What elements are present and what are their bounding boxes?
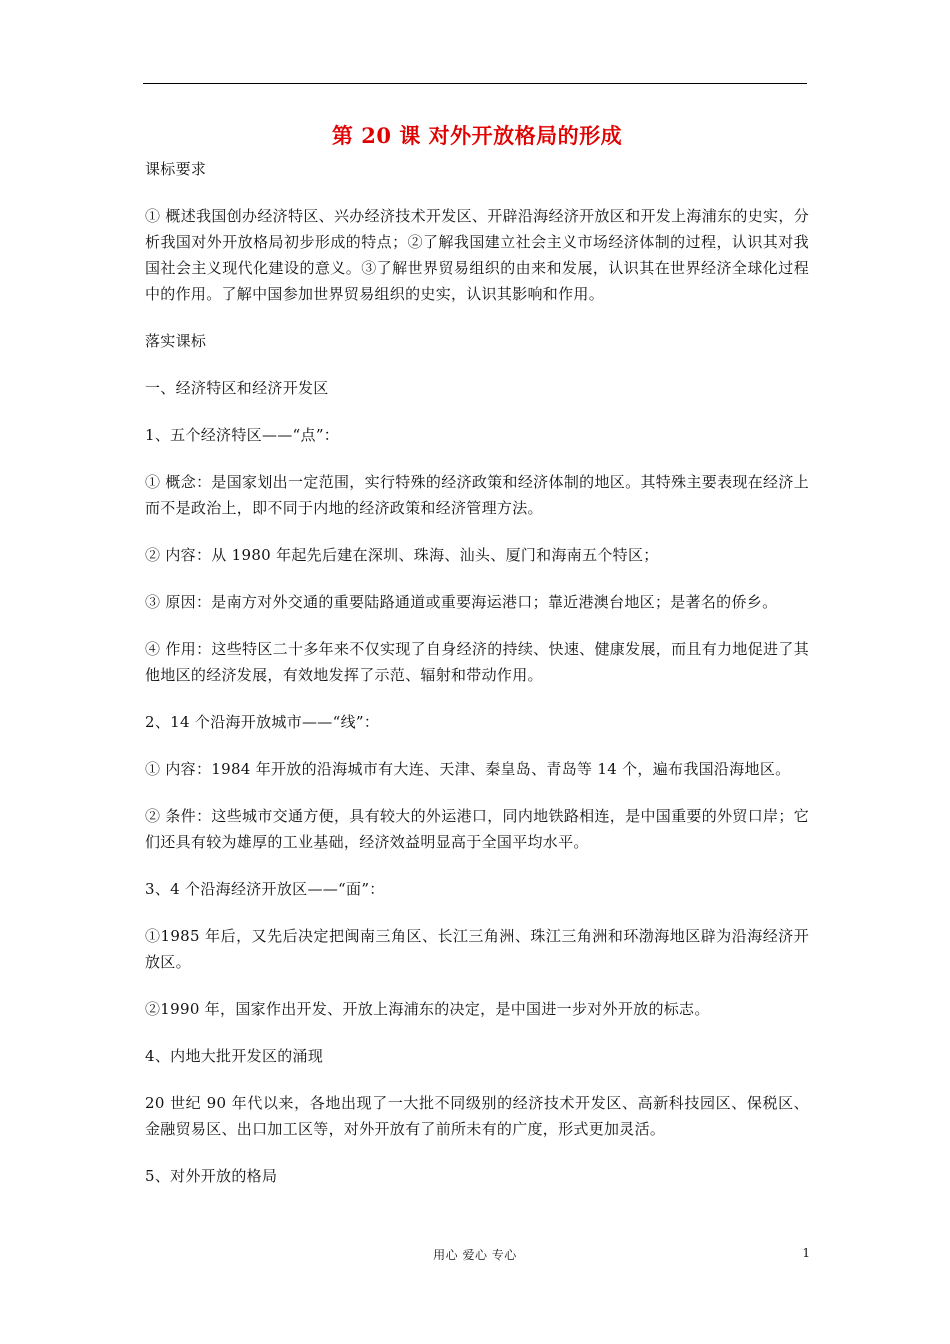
paragraph-inland-zones: 20 世纪 90 年代以来，各地出现了一大批不同级别的经济技术开发区、高新科技园区、保税区、金融贸易区、出口加工区等，对外开放有了前所未有的广度，形式更加灵活。 xyxy=(145,1094,809,1138)
heading-economic-zones: 一、经济特区和经济开发区 xyxy=(145,379,329,397)
document-title: 第 20 课 对外开放格局的形成 xyxy=(331,123,623,148)
footer-text: 用心 爱心 专心 xyxy=(433,1248,517,1262)
paragraph-curriculum-requirements: ① 概述我国创办经济特区、兴办经济技术开发区、开辟沿海经济开放区和开发上海浦东的史实，分析我国对外开放格局初步形成的特点；②了解我国建立社会主义市场经济体制的过程，认识其对我国社会主义现代化建设的意义。③了解世界贸易组织的由来和发展，认识其在世界经济全球化过程中的作用。了解中国参加世界贸易组织的史实，认识其影响和作用。 xyxy=(145,207,809,303)
paragraph-1990: ②1990 年，国家作出开发、开放上海浦东的决定，是中国进一步对外开放的标志。 xyxy=(145,1000,710,1018)
heading-coastal-cities: 2、14 个沿海开放城市——“线”： xyxy=(145,713,380,731)
paragraph-1985: ①1985 年后，又先后决定把闽南三角区、长江三角洲、珠江三角洲和环渤海地区辟为沿海经济开放区。 xyxy=(145,927,809,971)
heading-inland-zones: 4、内地大批开发区的涌现 xyxy=(145,1047,324,1065)
paragraph-cities-content: ① 内容：1984 年开放的沿海城市有大连、天津、秦皇岛、青岛等 14 个，遍布我国沿海地区。 xyxy=(145,760,791,778)
paragraph-content: ② 内容：从 1980 年起先后建在深圳、珠海、汕头、厦门和海南五个特区； xyxy=(145,546,659,564)
paragraph-role: ④ 作用：这些特区二十多年来不仅实现了自身经济的持续、快速、健康发展，而且有力地促进了其他地区的经济发展，有效地发挥了示范、辐射和带动作用。 xyxy=(145,640,809,684)
heading-coastal-open-areas: 3、4 个沿海经济开放区——“面”： xyxy=(145,880,385,898)
paragraph-concept: ① 概念：是国家划出一定范围，实行特殊的经济政策和经济体制的地区。其特殊主要表现在经济上而不是政治上，即不同于内地的经济政策和经济管理方法。 xyxy=(145,473,809,517)
document-body xyxy=(145,118,809,1210)
section-heading-implement-curriculum: 落实课标 xyxy=(145,332,207,350)
heading-opening-pattern: 5、对外开放的格局 xyxy=(145,1167,278,1185)
header-rule xyxy=(143,83,807,84)
paragraph-cities-conditions: ② 条件：这些城市交通方便，具有较大的外运港口，同内地铁路相连，是中国重要的外贸口岸；它们还具有较为雄厚的工业基础，经济效益明显高于全国平均水平。 xyxy=(145,807,809,851)
paragraph-reason: ③ 原因：是南方对外交通的重要陆路通道或重要海运港口；靠近港澳台地区；是著名的侨乡。 xyxy=(145,593,778,611)
page-number: 1 xyxy=(802,1246,810,1260)
heading-five-special-zones: 1、五个经济特区——“点”： xyxy=(145,426,340,444)
section-heading-curriculum-requirements: 课标要求 xyxy=(145,160,207,178)
